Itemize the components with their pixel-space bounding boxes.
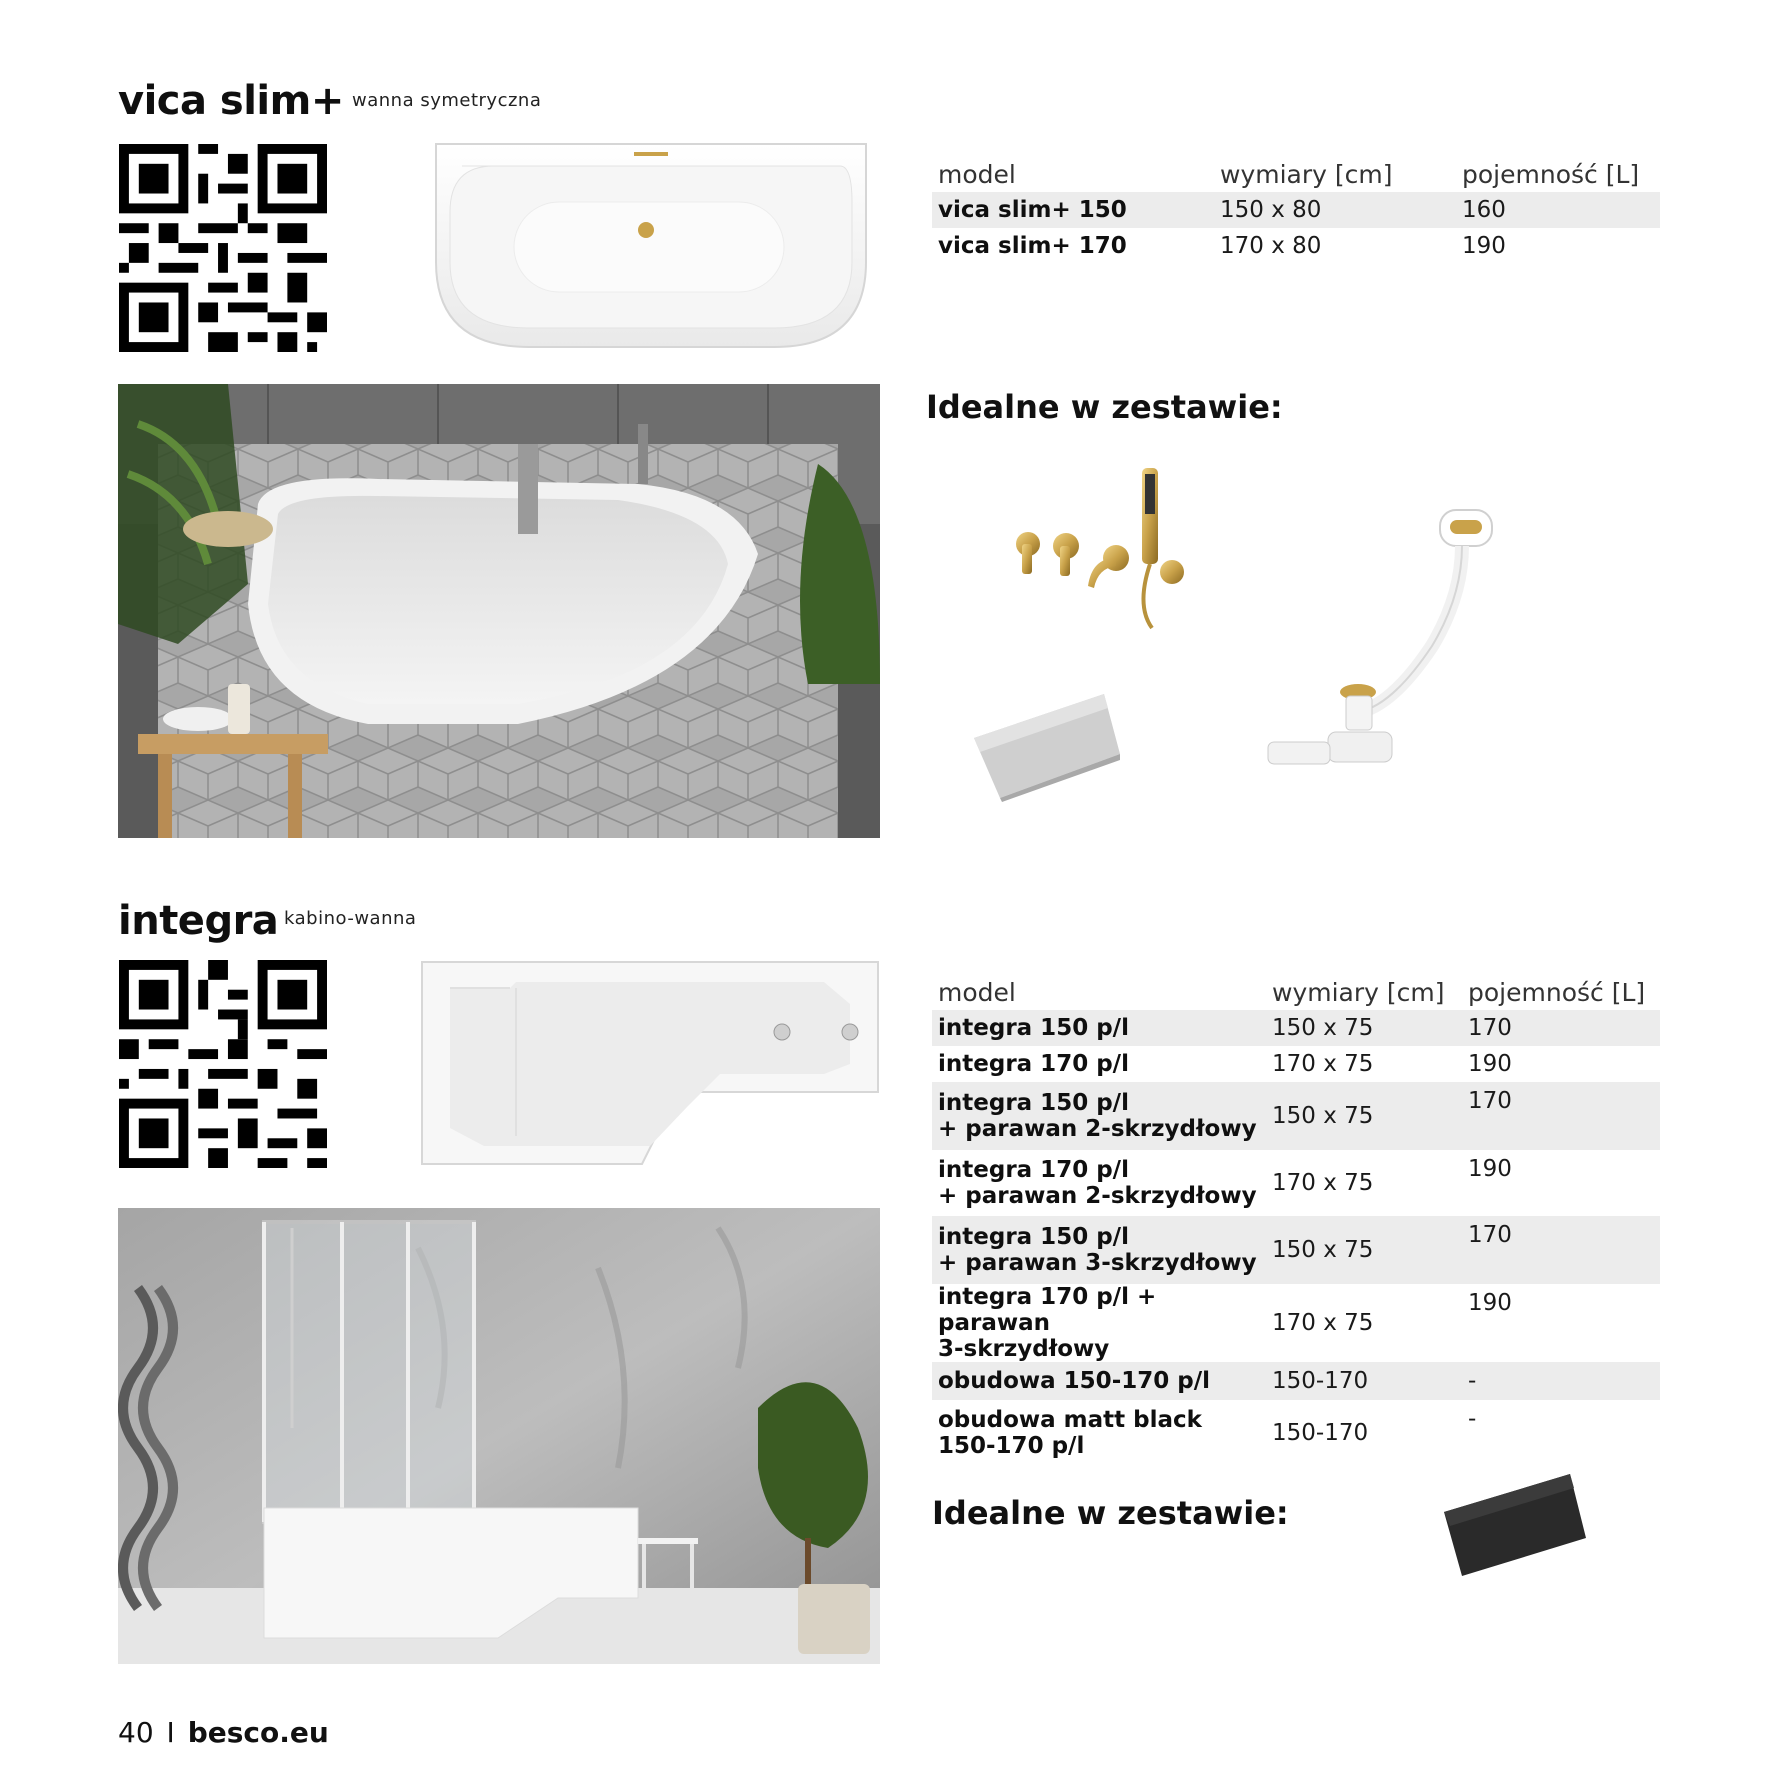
integra-spec-table	[932, 974, 1660, 1466]
dims-cell: 150 x 75	[1266, 1216, 1462, 1284]
dims-cell: 150 x 75	[1266, 1082, 1462, 1150]
model-cell: integra 170 p/l + parawan 3-skrzydłowy	[938, 1284, 1157, 1362]
section2-set-heading: Idealne w zestawie:	[932, 1494, 1289, 1532]
model-cell: integra 150 p/l + parawan 2-skrzydłowy	[932, 1082, 1266, 1150]
dims-cell: 150-170	[1266, 1362, 1462, 1400]
col-header-capacity: pojemność [L]	[1462, 159, 1640, 189]
capacity-cell: 170	[1462, 1216, 1660, 1284]
model-cell: integra 170 p/l	[938, 1051, 1129, 1077]
table-row	[932, 1284, 1660, 1362]
site-link[interactable]: besco.eu	[187, 1716, 329, 1749]
col-header-dimensions: wymiary [cm]	[1272, 977, 1445, 1007]
capacity-cell: -	[1462, 1362, 1660, 1400]
integra-bathtub-image	[420, 960, 880, 1166]
section1-set-heading: Idealne w zestawie:	[926, 388, 1283, 426]
table-row	[932, 1046, 1660, 1082]
vica-slim-bathroom-photo	[118, 384, 880, 838]
footer	[118, 1716, 329, 1749]
table-row	[932, 1400, 1660, 1466]
model-cell: integra 150 p/l + parawan 3-skrzydłowy	[932, 1216, 1266, 1284]
section1-subtitle: wanna symetryczna	[352, 90, 542, 111]
col-header-dimensions: wymiary [cm]	[1220, 159, 1393, 189]
capacity-cell: 160	[1456, 192, 1660, 228]
model-cell: obudowa 150-170 p/l	[932, 1362, 1266, 1400]
col-header-model: model	[938, 159, 1016, 189]
table-row	[932, 228, 1660, 264]
table-row	[932, 192, 1660, 228]
table-row	[932, 1216, 1660, 1284]
col-header-model: model	[938, 977, 1016, 1007]
page-number: 40	[118, 1716, 154, 1749]
dims-cell: 150 x 80	[1214, 192, 1456, 228]
vica-slim-spec-table	[932, 156, 1660, 264]
dims-cell: 170 x 80	[1220, 233, 1322, 259]
model-cell: integra 170 p/l + parawan 2-skrzydłowy	[938, 1157, 1257, 1209]
dims-cell: 150 x 75	[1266, 1010, 1462, 1046]
dims-cell: 170 x 75	[1272, 1170, 1374, 1196]
capacity-cell: 190	[1468, 1051, 1512, 1077]
table-row	[932, 1362, 1660, 1400]
integra-bathroom-photo	[118, 1208, 880, 1664]
capacity-cell: 190	[1462, 233, 1506, 259]
table-row	[932, 1010, 1660, 1046]
section2-title: integra	[118, 898, 279, 944]
dims-cell: 150-170	[1272, 1420, 1369, 1446]
section1-title: vica slim+	[118, 78, 344, 124]
capacity-cell: -	[1468, 1406, 1477, 1432]
qr-code-icon[interactable]	[118, 144, 328, 352]
qr-code-icon[interactable]	[118, 960, 328, 1168]
dims-cell: 170 x 75	[1272, 1051, 1374, 1077]
capacity-cell: 190	[1468, 1156, 1512, 1182]
gold-faucet-set-icon[interactable]	[1006, 466, 1206, 632]
capacity-cell: 170	[1462, 1082, 1660, 1150]
section2-subtitle: kabino-wanna	[284, 908, 417, 929]
model-cell: vica slim+ 150	[932, 192, 1214, 228]
gray-headrest-icon[interactable]	[970, 690, 1124, 802]
black-headrest-icon[interactable]	[1442, 1472, 1590, 1578]
model-cell: obudowa matt black 150-170 p/l	[938, 1407, 1202, 1459]
capacity-cell: 170	[1462, 1010, 1660, 1046]
table-row	[932, 1150, 1660, 1216]
table-row	[932, 1082, 1660, 1150]
capacity-cell: 190	[1468, 1290, 1512, 1316]
vica-slim-bathtub-image	[434, 142, 868, 352]
dims-cell: 170 x 75	[1272, 1310, 1374, 1336]
model-cell: integra 150 p/l	[932, 1010, 1266, 1046]
bath-drain-icon[interactable]	[1262, 506, 1502, 776]
col-header-capacity: pojemność [L]	[1468, 977, 1646, 1007]
footer-separator: I	[166, 1716, 175, 1749]
model-cell: vica slim+ 170	[938, 233, 1127, 259]
